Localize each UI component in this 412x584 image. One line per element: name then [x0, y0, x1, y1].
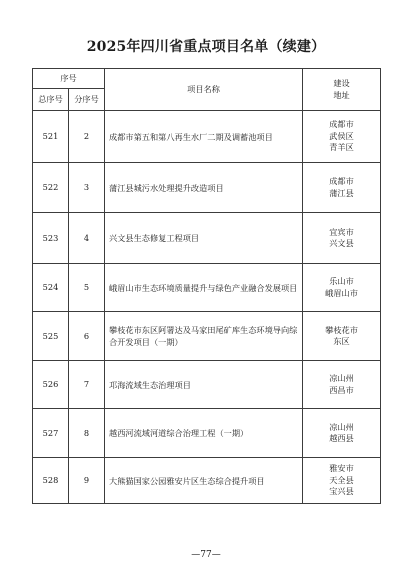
table-row — [33, 409, 381, 458]
location-line: 凉山州 — [329, 373, 354, 383]
header-project-name: 项目名称 — [105, 69, 303, 111]
project-name: 邛海流域生态治理项目 — [109, 379, 191, 390]
location-line: 攀枝花市 — [325, 324, 358, 335]
location-cell — [303, 163, 381, 213]
project-name-cell — [105, 213, 303, 264]
sub-serial-cell: 4 — [69, 213, 105, 264]
project-name: 大熊猫国家公园雅安片区生态综合提升项目 — [109, 475, 265, 486]
table-row — [33, 213, 381, 264]
location-line: 东区 — [333, 336, 350, 346]
total-serial-cell: 522 — [33, 163, 69, 213]
project-name: 蒲江县城污水处理提升改造项目 — [109, 182, 224, 193]
location-cell — [303, 312, 381, 361]
location-line: 成都市 — [329, 119, 354, 130]
project-name-cell — [105, 458, 303, 504]
location-line: 兴文县 — [329, 238, 354, 248]
project-name: 兴文县生态修复工程项目 — [109, 233, 200, 243]
location-cell — [303, 409, 381, 458]
project-name-cell — [105, 111, 303, 163]
location-line: 成都市 — [329, 176, 354, 186]
project-name-cell — [105, 409, 303, 458]
sub-serial-cell: 3 — [69, 163, 105, 213]
location-line: 宜宾市 — [329, 226, 354, 237]
sub-serial-cell: 9 — [69, 458, 105, 504]
location-line: 蒲江县 — [329, 187, 354, 198]
location-line: 乐山市 — [329, 276, 354, 286]
project-name: 越西河流域河道综合治理工程（一期） — [109, 428, 249, 438]
location-line: 雅安市 — [329, 463, 354, 474]
header-total-serial: 总序号 — [33, 89, 69, 111]
total-serial-cell: 524 — [33, 264, 69, 312]
location-line: 越西县 — [329, 433, 354, 443]
location-line: 凉山州 — [329, 421, 354, 432]
table-row — [33, 312, 381, 361]
location-line: 宝兴县 — [329, 486, 354, 497]
sub-serial-cell: 2 — [69, 111, 105, 163]
header-location-line: 地址 — [333, 89, 350, 100]
project-name-cell — [105, 264, 303, 312]
location-line: 西昌市 — [329, 384, 354, 395]
table-row — [33, 458, 381, 504]
sub-serial-cell: 7 — [69, 361, 105, 409]
sub-serial-cell: 5 — [69, 264, 105, 312]
location-cell — [303, 361, 381, 409]
total-serial-cell: 525 — [33, 312, 69, 361]
table-row — [33, 264, 381, 312]
location-cell — [303, 458, 381, 504]
project-name-cell — [105, 361, 303, 409]
project-name-cell — [105, 312, 303, 361]
table-row — [33, 361, 381, 409]
total-serial-cell: 528 — [33, 458, 69, 504]
total-serial-cell: 523 — [33, 213, 69, 264]
project-table — [32, 68, 381, 504]
project-name: 峨眉山市生态环境质量提升与绿色产业融合发展项目 — [109, 282, 298, 293]
location-cell — [303, 111, 381, 163]
total-serial-cell: 527 — [33, 409, 69, 458]
location-line: 峨眉山市 — [325, 287, 358, 298]
table-row — [33, 163, 381, 213]
document-title: 2025年四川省重点项目名单（续建） — [86, 39, 326, 55]
project-name: 成都市第五和第八再生水厂二期及调蓄池项目 — [109, 131, 273, 142]
sub-serial-cell: 6 — [69, 312, 105, 361]
total-serial-cell: 521 — [33, 111, 69, 163]
table-header-row — [33, 69, 381, 89]
header-location-line: 建设 — [333, 78, 350, 88]
header-sub-serial: 分序号 — [69, 89, 105, 111]
total-serial-cell: 526 — [33, 361, 69, 409]
header-location — [303, 69, 381, 111]
sub-serial-cell: 8 — [69, 409, 105, 458]
location-cell — [303, 264, 381, 312]
table-row — [33, 111, 381, 163]
location-cell — [303, 213, 381, 264]
project-name: 攀枝花市东区阿署达及马家田尾矿库生态环境导向综合开发项目（一期） — [109, 325, 298, 347]
project-name-cell — [105, 163, 303, 213]
header-serial: 序号 — [33, 69, 105, 89]
location-line: 青羊区 — [329, 142, 354, 153]
location-line: 武侯区 — [329, 130, 354, 141]
location-line: 天全县 — [329, 474, 354, 485]
page-number: —77— — [191, 550, 221, 560]
